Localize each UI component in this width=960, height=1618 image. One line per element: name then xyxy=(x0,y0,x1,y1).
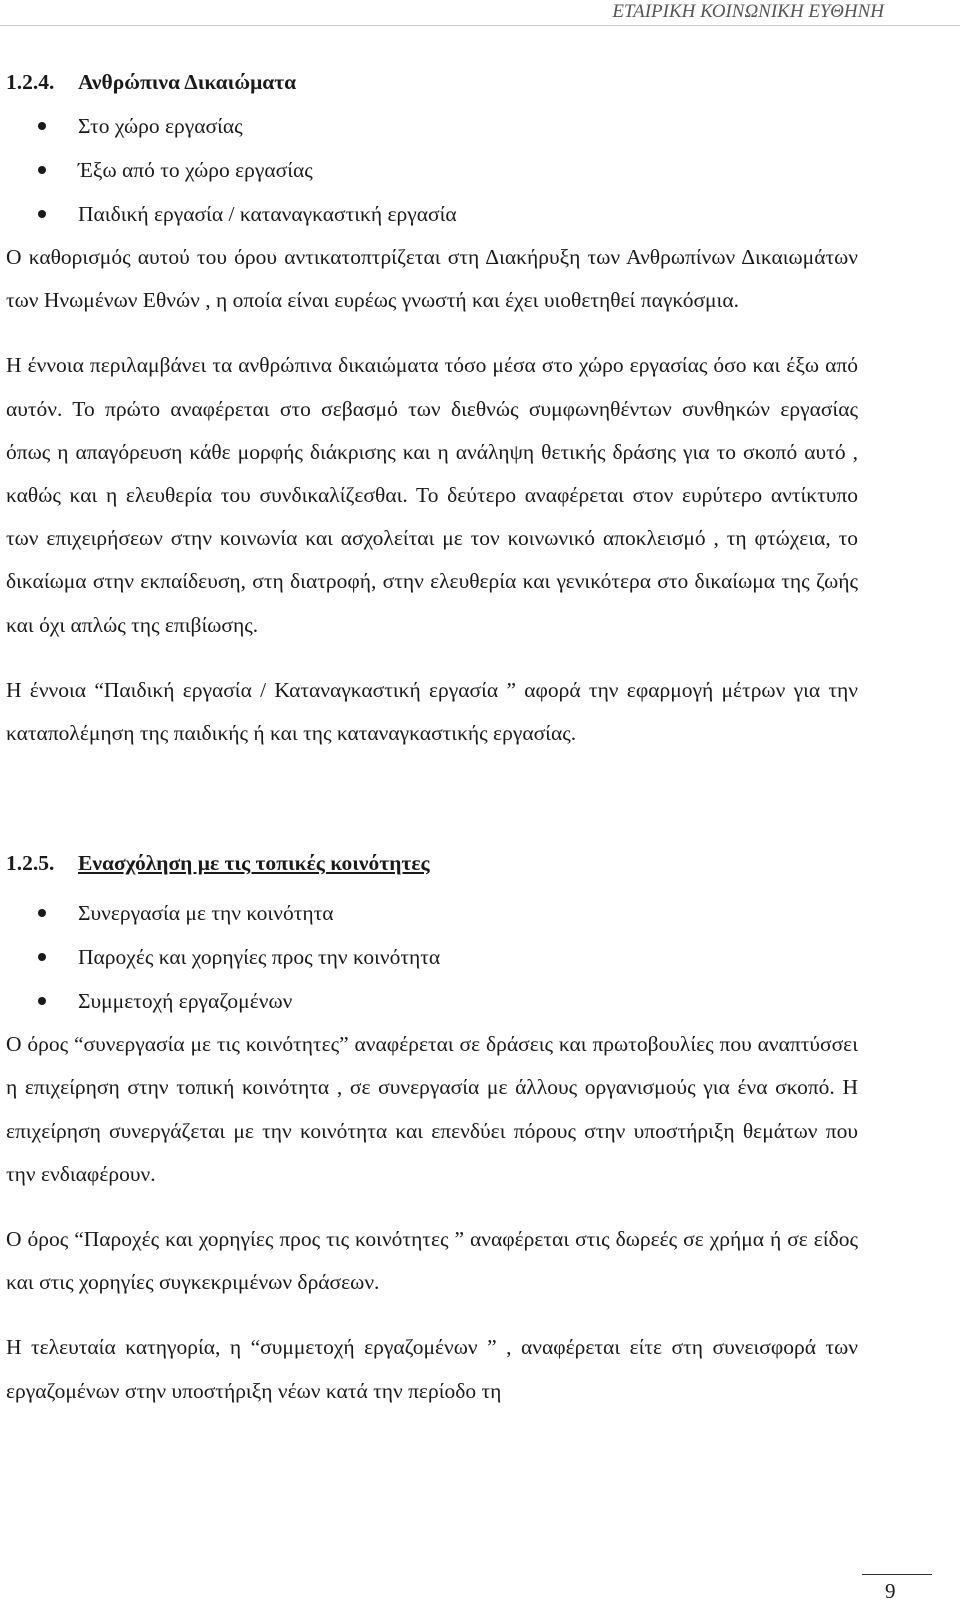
list-item: Συμμετοχή εργαζομένων xyxy=(6,979,858,1023)
list-item: Στο χώρο εργασίας xyxy=(6,104,858,148)
section-title: Ενασχόληση με τις τοπικές κοινότητες xyxy=(78,851,430,876)
footer-rule xyxy=(862,1574,932,1575)
paragraph: Ο όρος “Παροχές και χορηγίες προς τις κοινότητες ” αναφέρεται στις δωρεές σε χρήμα ή σε είδος και στις χορηγίες συγκεκριμένων δράσεων. xyxy=(6,1227,858,1295)
list-item: Έξω από το χώρο εργασίας xyxy=(6,148,858,192)
list-item: Συνεργασία με την κοινότητα xyxy=(6,891,858,935)
section-title: Ανθρώπινα Δικαιώματα xyxy=(78,70,297,94)
section-heading-human-rights xyxy=(6,60,858,104)
paragraph: Η τελευταία κατηγορία, η “συμμετοχή εργαζομένων ” , αναφέρεται είτε στη συνεισφορά των εργαζομένων στην υποστήριξη νέων κατά την περίοδο τη xyxy=(6,1335,858,1403)
paragraph: Η έννοια περιλαμβάνει τα ανθρώπινα δικαιώματα τόσο μέσα στο χώρο εργασίας όσο και έξω από αυτόν. Το πρώτο αναφέρεται στο σεβασμό των διεθνώς συμφωνηθέντων συνθηκών εργασίας όπως η απαγόρευση κάθε μορφής διάκρισης και η ανάληψη θετικής δράσης για το σκοπό αυτό , καθώς και η ελευθερία του συνδικαλίζεσθαι. Το δεύτερο αναφέρεται στον ευρύτερο αντίκτυπο των επιχειρήσεων στην κοινωνία και ασχολείται με τον κοινωνικό αποκλεισμό , τη φτώχεια, το δικαίωμα στην εκπαίδευση, στη διατροφή, στην ελευθερία και γενικότερα στο δικαίωμα της ζωής και όχι απλώς της επιβίωσης. xyxy=(6,353,858,637)
running-title: ΕΤΑΙΡΙΚΗ ΚΟΙΝΩΝΙΚΗ ΕΥΘΗΝΗ xyxy=(612,1,884,22)
paragraph: Η έννοια “Παιδική εργασία / Καταναγκαστική εργασία ” αφορά την εφαρμογή μέτρων για την καταπολέμηση της παιδικής ή και της καταναγκαστικής εργασίας. xyxy=(6,677,858,746)
running-header xyxy=(0,0,960,26)
bullet-list-human-rights xyxy=(6,104,858,236)
list-item: Παιδική εργασία / καταναγκαστική εργασία xyxy=(6,192,858,236)
paragraph: Ο καθορισμός αυτού του όρου αντικατοπτρίζεται στη Διακήρυξη των Ανθρωπίνων Δικαιωμάτων των Ηνωμένων Εθνών , η οποία είναι ευρέως γνωστή και έχει υιοθετηθεί παγκόσμια. xyxy=(6,245,858,313)
page-number: 9 xyxy=(885,1579,896,1603)
bullet-list-communities xyxy=(6,891,858,1023)
section-number: 1.2.5. xyxy=(6,851,55,876)
list-item: Παροχές και χορηγίες προς την κοινότητα xyxy=(6,935,858,979)
section-number: 1.2.4. xyxy=(6,70,55,94)
section-heading-communities xyxy=(6,841,858,885)
page-body xyxy=(6,60,858,1413)
paragraph: Ο όρος “συνεργασία με τις κοινότητες” αναφέρεται σε δράσεις και πρωτοβουλίες που αναπτύσσει η επιχείρηση στην τοπική κοινότητα , σε συνεργασία με άλλους οργανισμούς για ένα σκοπό. Η επιχείρηση συνεργάζεται με την κοινότητα και επενδύει πόρους στην υποστήριξη θεμάτων που την ενδιαφέρουν. xyxy=(6,1032,858,1186)
